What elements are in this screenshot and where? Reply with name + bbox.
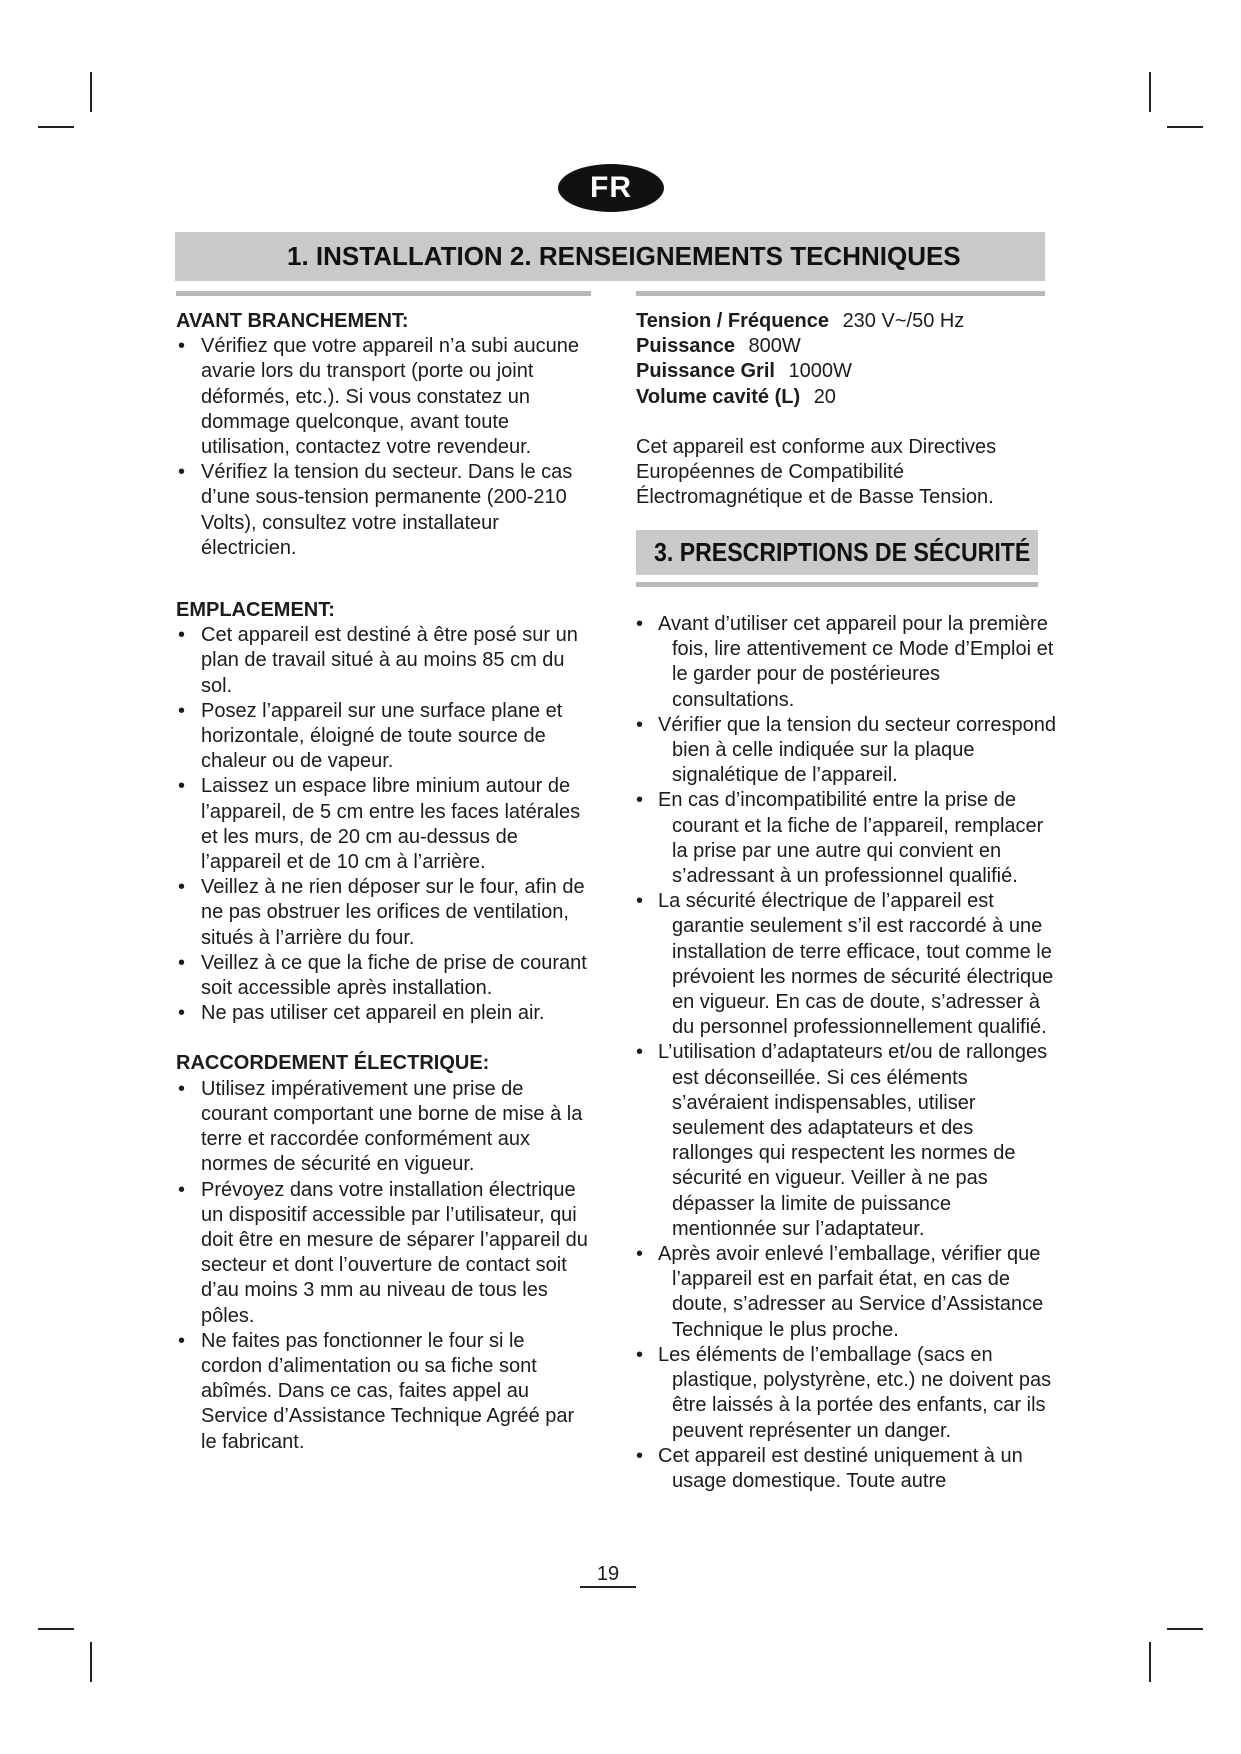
header-rule-right xyxy=(636,291,1045,296)
avant-branchement-list xyxy=(176,334,591,561)
spec-value: 1000W xyxy=(788,360,852,383)
raccordement-list xyxy=(176,1077,591,1455)
section3-rule xyxy=(636,582,1038,587)
emplacement-list xyxy=(176,623,591,1026)
list-item: • Cet appareil est destiné à être posé sur un plan de travail situé à au moins 85 cm du sol. xyxy=(176,623,591,699)
crop-mark-bottom-right-horizontal xyxy=(1167,1628,1203,1630)
list-item: • Cet appareil est destiné uniquement à un usage domestique. Toute autre xyxy=(636,1444,1056,1494)
crop-mark-top-left-horizontal xyxy=(38,126,74,128)
section3-body xyxy=(636,612,1056,1494)
list-item: • Vérifiez que votre appareil n’a subi aucune avarie lors du transport (porte ou joint déformés, etc.). Si vous constatez un dommage quelconque, avant toute utilisation, contactez votre revendeur. xyxy=(176,334,591,460)
spec-label: Volume cavité (L) xyxy=(636,385,801,408)
spec-label: Tension / Fréquence xyxy=(636,310,829,332)
list-item: • Avant d’utiliser cet appareil pour la première fois, lire attentivement ce Mode d’Emploi et le garder pour de postérieures consultations. xyxy=(636,612,1056,713)
heading-raccordement: RACCORDEMENT ÉLECTRIQUE: xyxy=(176,1052,490,1075)
heading-avant-branchement: AVANT BRANCHEMENT: xyxy=(176,310,409,332)
section3-title: 3. PRESCRIPTIONS DE SÉCURITÉ xyxy=(654,537,1031,567)
crop-mark-bottom-left-horizontal xyxy=(38,1628,74,1630)
left-column xyxy=(176,309,591,1455)
list-item: • Veillez à ne rien déposer sur le four, afin de ne pas obstruer les orifices de ventilation, situés à l’arrière du four. xyxy=(176,875,591,951)
crop-mark-top-left-vertical xyxy=(90,72,92,112)
list-item: • Vérifier que la tension du secteur correspond bien à celle indiquée sur la plaque signalétique de l’appareil. xyxy=(636,713,1056,789)
spec-value: 800W xyxy=(748,335,801,358)
section-header-bar xyxy=(175,232,1045,281)
language-badge: FR xyxy=(558,164,664,212)
list-item: • La sécurité électrique de l’appareil est garantie seulement s’il est raccordé à une installation de terre efficace, tout comme le prévoient les normes de sécurité électrique en vigueur. En cas de doute, s’adresser à du personnel professionnellement qualifié. xyxy=(636,889,1056,1040)
list-item: • Après avoir enlevé l’emballage, vérifier que l’appareil est en parfait état, en cas de doute, s’adresser au Service d’Assistance Technique le plus proche. xyxy=(636,1242,1056,1343)
list-item: • Posez l’appareil sur une surface plane et horizontale, éloigné de toute source de chaleur ou de vapeur. xyxy=(176,699,591,775)
list-item: • Vérifiez la tension du secteur. Dans le cas d’une sous-tension permanente (200-210 Volts), consultez votre installateur électricien. xyxy=(176,460,591,561)
conformity-statement: Cet appareil est conforme aux Directives Européennes de Compatibilité Électromagnétique et de Basse Tension. xyxy=(636,435,997,509)
spec-row-volume xyxy=(636,385,1056,410)
crop-mark-top-right-vertical xyxy=(1149,72,1151,112)
spec-label: Puissance Gril xyxy=(636,360,775,383)
spec-row-puissance xyxy=(636,334,1056,359)
spec-row-tension xyxy=(636,309,1056,334)
list-item: • Utilisez impérativement une prise de courant comportant une borne de mise à la terre et raccordée conformément aux normes de sécurité en vigueur. xyxy=(176,1077,591,1178)
list-item: • En cas d’incompatibilité entre la prise de courant et la fiche de l’appareil, remplacer la prise par une autre qui convient en s’adressant à un professionnel qualifié. xyxy=(636,788,1056,889)
crop-mark-top-right-horizontal xyxy=(1167,126,1203,128)
section-header-title: 1. INSTALLATION 2. RENSEIGNEMENTS TECHNIQUES xyxy=(287,241,961,271)
heading-emplacement: EMPLACEMENT: xyxy=(176,599,335,622)
list-item: • Les éléments de l’emballage (sacs en plastique, polystyrène, etc.) ne doivent pas être laissés à la portée des enfants, car ils peuvent représenter un danger. xyxy=(636,1343,1056,1444)
list-item: • L’utilisation d’adaptateurs et/ou de rallonges est déconseillée. Si ces éléments s’avéraient indispensables, utiliser seulement des adaptateurs et des rallonges qui respectent les normes de sécurité en vigueur. Veiller à ne pas dépasser la limite de puissance mentionnée sur l’adaptateur. xyxy=(636,1040,1056,1242)
section3-header-bar xyxy=(636,530,1038,575)
list-item: • Veillez à ce que la fiche de prise de courant soit accessible après installation. xyxy=(176,951,591,1001)
spec-row-puissance-gril xyxy=(636,359,1056,384)
safety-list xyxy=(636,612,1056,1494)
spec-value: 230 V~/50 Hz xyxy=(842,310,965,332)
page-number: 19 xyxy=(580,1562,636,1588)
list-item: • Laissez un espace libre minium autour de l’appareil, de 5 cm entre les faces latérales et les murs, de 20 cm au-dessus de l’appareil et de 10 cm à l’arrière. xyxy=(176,774,591,875)
crop-mark-bottom-left-vertical xyxy=(90,1642,92,1682)
right-column xyxy=(636,309,1056,510)
list-item: • Prévoyez dans votre installation électrique un dispositif accessible par l’utilisateur, qui doit être en mesure de séparer l’appareil du secteur et dont l’ouverture de contact soit d’au moins 3 mm au niveau de tous les pôles. xyxy=(176,1178,591,1329)
crop-mark-bottom-right-vertical xyxy=(1149,1642,1151,1682)
list-item: • Ne faites pas fonctionner le four si le cordon d’alimentation ou sa fiche sont abîmés. Dans ce cas, faites appel au Service d’Assistance Technique Agréé par le fabricant. xyxy=(176,1329,591,1455)
list-item: • Ne pas utiliser cet appareil en plein air. xyxy=(176,1001,591,1026)
spec-value: 20 xyxy=(813,385,836,408)
spec-label: Puissance xyxy=(636,335,735,358)
header-rule-left xyxy=(176,291,591,296)
